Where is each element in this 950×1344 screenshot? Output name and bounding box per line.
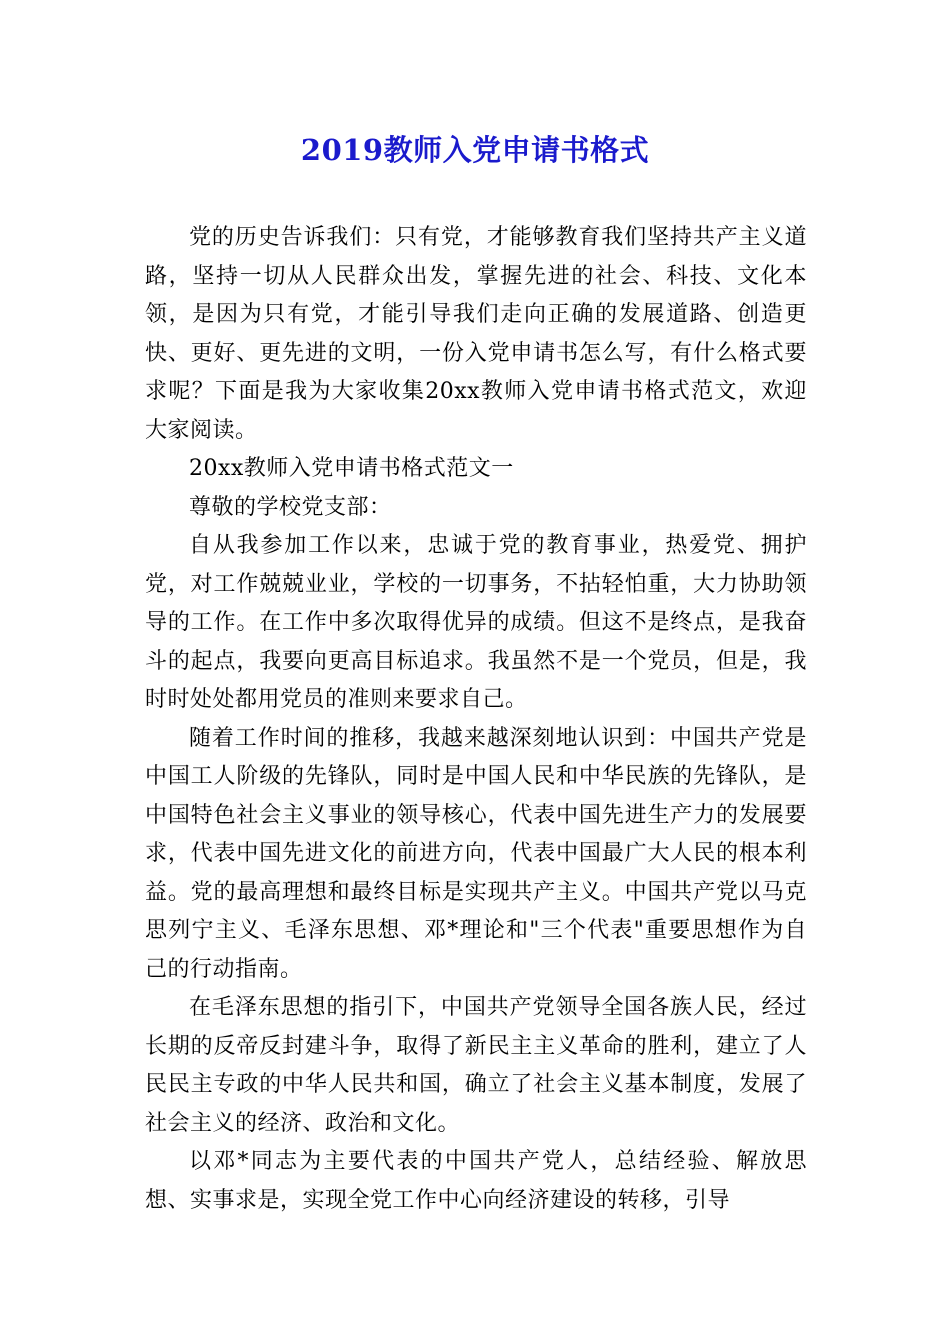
document-title: 2019教师入党申请书格式	[300, 133, 650, 167]
paragraph-mao-thought: 在毛泽东思想的指引下，中国共产党领导全国各族人民，经过长期的反帝反封建斗争，取得了新民主主义革命的胜利，建立了人民民主专政的中华人民共和国，确立了社会主义基本制度，发展了社会主义的经济、政治和文化。	[145, 995, 807, 1136]
paragraph-intro: 党的历史告诉我们：只有党，才能够教育我们坚持共产主义道路，坚持一切从人民群众出发，掌握先进的社会、科技、文化本领，是因为只有党，才能引导我们走向正确的发展道路、创造更快、更好、更先进的文明，一份入党申请书怎么写，有什么格式要求呢？下面是我为大家收集20xx教师入党申请书格式范文，欢迎大家阅读。	[145, 225, 807, 443]
document-body	[145, 219, 807, 1220]
paragraph-sample-heading: 20xx教师入党申请书格式范文一	[189, 456, 514, 481]
paragraph-party-understanding: 随着工作时间的推移，我越来越深刻地认识到：中国共产党是中国工人阶级的先锋队，同时是中国人民和中华民族的先锋队，是中国特色社会主义事业的领导核心，代表中国先进生产力的发展要求，代表中国先进文化的前进方向，代表中国最广大人民的根本利益。党的最高理想和最终目标是实现共产主义。中国共产党以马克思列宁主义、毛泽东思想、邓*理论和"三个代表"重要思想作为自己的行动指南。	[145, 725, 807, 982]
paragraph-salutation: 尊敬的学校党支部：	[189, 494, 392, 520]
paragraph-work-attitude: 自从我参加工作以来，忠诚于党的教育事业，热爱党、拥护党，对工作兢兢业业，学校的一切事务，不拈轻怕重，大力协助领导的工作。在工作中多次取得优异的成绩。但这不是终点，是我奋斗的起点，我要向更高目标追求。我虽然不是一个党员，但是，我时时处处都用党员的准则来要求自己。	[145, 533, 807, 712]
paragraph-reform: 以邓*同志为主要代表的中国共产党人，总结经验、解放思想、实事求是，实现全党工作中心向经济建设的转移，引导	[145, 1149, 807, 1213]
